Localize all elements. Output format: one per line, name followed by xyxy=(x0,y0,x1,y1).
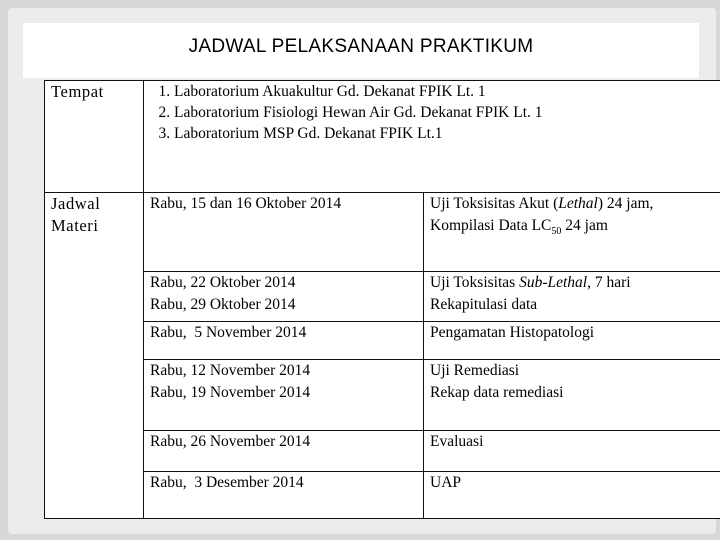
tempat-label: Tempat xyxy=(45,81,144,193)
table-row xyxy=(45,193,720,272)
date-cell xyxy=(144,193,424,272)
date-text: Rabu, 5 November 2014 xyxy=(150,324,307,341)
activity-text: Pengamatan Histopatologi xyxy=(430,324,595,341)
date-cell xyxy=(144,322,424,360)
date-cell xyxy=(144,472,424,519)
table-row xyxy=(45,272,720,322)
date-text: Rabu, 12 November 2014 xyxy=(150,362,311,379)
list-item: 3. Laboratorium MSP Gd. Dekanat FPIK Lt.1 xyxy=(174,123,714,144)
date-cell xyxy=(144,272,424,322)
date-text: Rabu, 22 Oktober 2014 xyxy=(150,274,296,291)
activity-cell xyxy=(424,360,720,431)
date-cell xyxy=(144,431,424,472)
date-text: Rabu, 15 dan 16 Oktober 2014 xyxy=(150,195,342,212)
date-cell xyxy=(144,360,424,431)
activity-text: Rekap data remediasi xyxy=(430,384,564,401)
date-text: Rabu, 19 November 2014 xyxy=(150,384,311,401)
table-row xyxy=(45,81,720,193)
table-row xyxy=(45,431,720,472)
tempat-list xyxy=(150,81,714,144)
activity-text: Uji Remediasi xyxy=(430,362,520,379)
date-text: Rabu, 3 Desember 2014 xyxy=(150,474,304,491)
date-text: Rabu, 26 November 2014 xyxy=(150,433,311,450)
list-item: 1. Laboratorium Akuakultur Gd. Dekanat FPIK Lt. 1 xyxy=(174,81,714,102)
activity-cell xyxy=(424,431,720,472)
activity-text: Uji Toksisitas Akut (Lethal) 24 jam, xyxy=(430,195,654,212)
activity-text: Evaluasi xyxy=(430,433,484,450)
activity-cell xyxy=(424,272,720,322)
activity-cell xyxy=(424,322,720,360)
activity-text: Rekapitulasi data xyxy=(430,296,538,313)
jadwal-label-line1: Jadwal xyxy=(51,194,101,213)
list-item: 2. Laboratorium Fisiologi Hewan Air Gd. Dekanat FPIK Lt. 1 xyxy=(174,102,714,123)
tempat-cell xyxy=(144,81,720,193)
jadwal-label xyxy=(45,193,144,519)
table-row xyxy=(45,472,720,519)
activity-text: Kompilasi Data $LC_{50}$ 24 jam xyxy=(430,217,608,238)
page-title: JADWAL PELAKSANAAN PRAKTIKUM xyxy=(188,36,534,57)
schedule-table xyxy=(44,80,720,519)
table-row xyxy=(45,360,720,431)
table-row xyxy=(45,322,720,360)
activity-text: UAP xyxy=(430,474,462,491)
activity-cell xyxy=(424,472,720,519)
activity-text: Uji Toksisitas Sub-Lethal, 7 hari xyxy=(430,274,631,291)
jadwal-label-line2: Materi xyxy=(51,216,99,235)
date-text: Rabu, 29 Oktober 2014 xyxy=(150,296,296,313)
activity-cell xyxy=(424,193,720,272)
